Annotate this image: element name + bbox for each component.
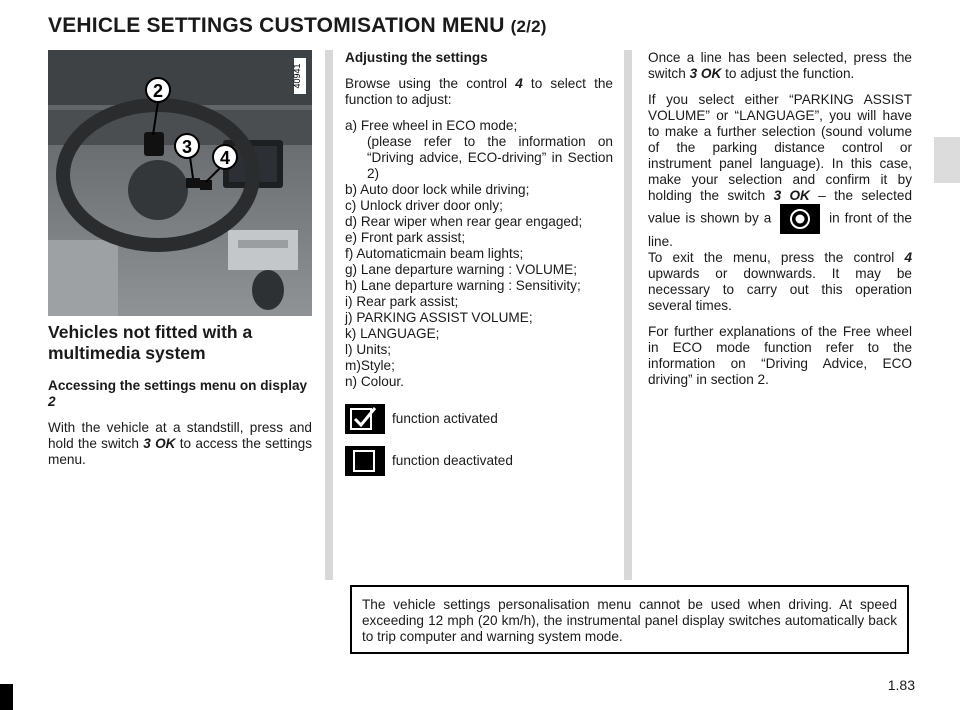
section-heading: Vehicles not fitted with a multimedia system [48,322,253,363]
svg-text:2: 2 [152,81,164,101]
adjusting-heading: Adjusting the settings [345,50,488,65]
svg-text:4: 4 [219,148,231,168]
list-item: k) LANGUAGE; [345,326,440,341]
legend-deactivated [345,446,613,476]
text-run: To exit the menu, press the control [648,250,895,265]
list-item: b) Auto door lock while driving; [345,182,530,197]
legend-label: function activated [392,411,498,426]
list-item: i) Rear park assist; [345,294,459,309]
switch-ref: 3 OK [773,188,810,203]
text-run: Once a line has been selected, press the switch [648,50,912,81]
text-run: Browse using the control [345,76,508,91]
paragraph [648,250,912,314]
text-run: If you select either “PARKING ASSIST VOLUME” or “LANGUAGE”, you will have to make a further selection (sound volume of the parking distance control or instrument panel language). In this case, make your selection and confirm it by holding the switch [648,92,912,203]
display-ref: 2 [48,394,56,409]
list-item: l) Units; [345,342,392,357]
paragraph: For further explanations of the Free wheel in ECO mode function refer to the information on “Driving Advice, ECO driving” in section 2. [648,324,912,387]
column-separator [325,50,333,580]
control-ref: 4 [904,250,912,265]
text-run: in front of the line. [648,210,912,249]
subsection-heading [48,378,312,410]
title-text: VEHICLE SETTINGS CUSTOMISATION MENU [48,14,505,37]
switch-ref: 3 OK [689,66,722,81]
page-title [48,14,547,38]
text-run: to adjust the function. [725,66,855,81]
control-ref: 4 [515,76,523,91]
list-item: c) Unlock driver door only; [345,198,503,213]
legend-label: function deactivated [392,453,513,468]
paragraph [648,92,912,250]
dashboard-illustration [48,50,312,316]
column-3 [648,50,912,398]
list-item: g) Lane departure warning : VOLUME; [345,262,577,277]
paragraph [648,50,912,82]
page-number: 1.83 [887,677,915,693]
text-run: With the vehicle at a standstill, press and hold the switch [48,420,312,451]
list-item: m)Style; [345,358,395,373]
intro-paragraph [345,76,613,108]
svg-text:3: 3 [181,137,193,157]
list-item: (please refer to the information on “Driving advice, ECO-driving” in Section 2) [367,134,613,181]
checked-box-icon [345,404,385,434]
list-item: h) Lane departure warning : Sensitivity; [345,278,581,293]
figure-code: 40941 [292,63,302,89]
list-item: n) Colour. [345,374,404,389]
selected-value-icon [780,204,820,234]
list-item: d) Rear wiper when rear gear engaged; [345,214,583,229]
list-item: a) Free wheel in ECO mode; [345,118,518,133]
list-item: e) Front park assist; [345,230,466,245]
text-run: to select the function to adjust: [345,76,613,107]
access-paragraph [48,420,312,468]
switch-ref: 3 OK [143,436,176,451]
subheading-text: Accessing the settings menu on display [48,378,308,393]
dashboard-photo [48,50,312,316]
column-2 [345,50,613,476]
settings-list [345,118,613,390]
warning-note: The vehicle settings personalisation menu cannot be used when driving. At speed exceeding 12 mph (20 km/h), the instrumental panel display switches automatically back to trip computer and warning system mode. [350,585,909,654]
section-tab [934,137,960,183]
corner-mark [0,684,13,710]
column-separator [624,50,632,580]
legend-activated [345,404,613,434]
text-run: upwards or downwards. It may be necessary to carry out this operation several times. [648,266,912,313]
list-item: f) Automaticmain beam lights; [345,246,524,261]
title-part: (2/2) [510,17,547,36]
column-1 [48,322,312,478]
text-run: – the selected value is shown by a [648,188,912,226]
list-item: j) PARKING ASSIST VOLUME; [345,310,533,325]
empty-box-icon [345,446,385,476]
text-run: to access the settings menu. [48,436,313,467]
